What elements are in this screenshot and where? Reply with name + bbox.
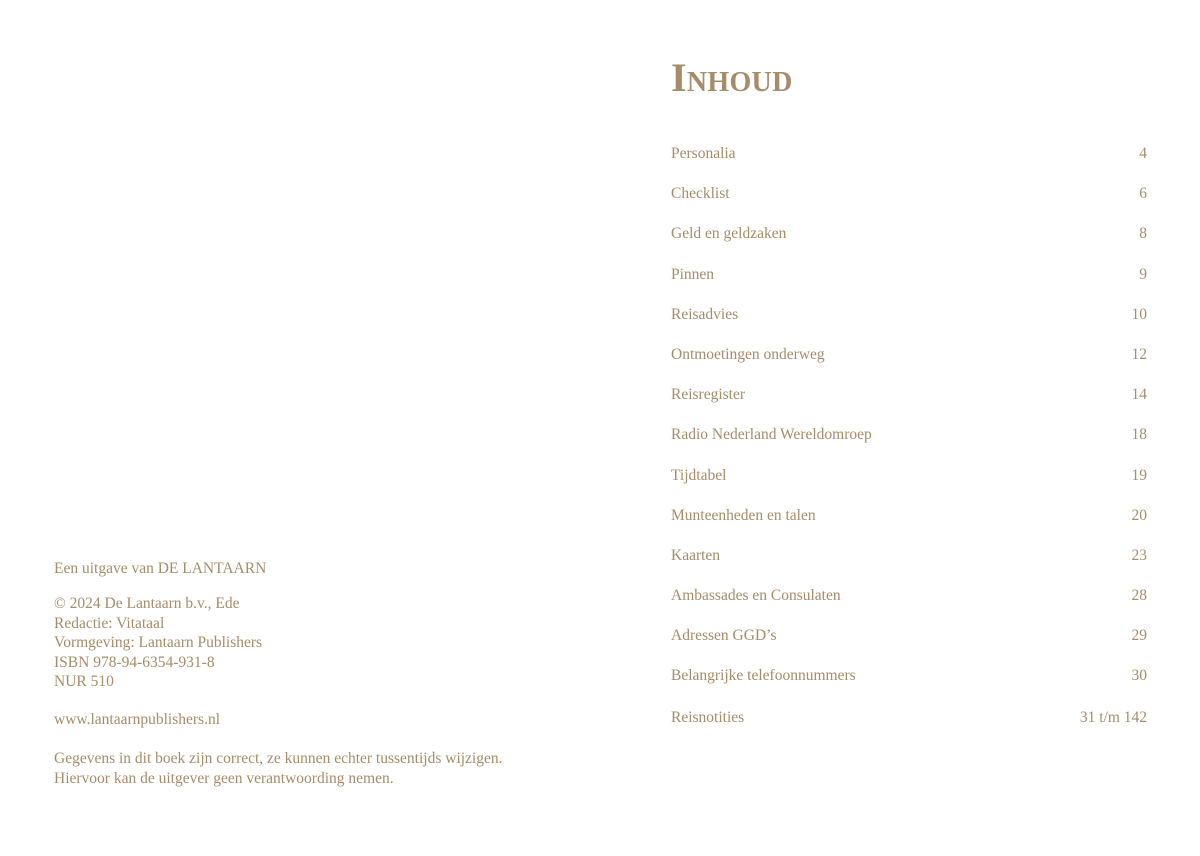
isbn-line: ISBN 978-94-6354-931-8 [54, 653, 215, 671]
toc-item-label: Reisnotities [671, 709, 745, 727]
disclaimer-text: Gegevens in dit boek zijn correct, ze kunnen echter tussentijds wijzigen. Hiervoor kan de uitgever geen verantwoording nemen. [54, 749, 503, 788]
toc-item [671, 544, 1147, 584]
toc-item [671, 222, 1147, 262]
toc-item-label: Geld en geldzaken [671, 225, 787, 243]
toc-item-label: Pinnen [671, 265, 715, 283]
publisher-line: Een uitgave van DE LANTAARN [54, 560, 267, 577]
toc-item-page: 12 [1131, 345, 1147, 363]
toc-item-page: 14 [1131, 386, 1147, 404]
toc-item-label: Radio Nederland Wereldomroep [671, 426, 872, 444]
toc-item-label: Checklist [671, 185, 730, 203]
toc-item-label: Ontmoetingen onderweg [671, 345, 825, 363]
copyright-line: © 2024 De Lantaarn b.v., Ede [54, 595, 240, 613]
toc-item-label: Personalia [671, 145, 736, 162]
toc-item-label: Reisadvies [671, 305, 739, 323]
design-line: Vormgeving: Lantaarn Publishers [54, 634, 263, 652]
toc-item [671, 423, 1147, 463]
nur-line: NUR 510 [54, 673, 114, 691]
colophon [54, 559, 524, 790]
toc-item-label: Ambassades en Consulaten [671, 587, 841, 605]
toc-item-page: 9 [1139, 265, 1147, 283]
toc-item-page: 6 [1139, 185, 1147, 203]
toc-item-label: Reisregister [671, 386, 746, 404]
toc-item-page: 23 [1131, 546, 1147, 564]
toc-item-page: 28 [1131, 587, 1147, 605]
toc-item [671, 464, 1147, 504]
toc-item [671, 584, 1147, 624]
toc-item [671, 624, 1147, 664]
toc-item-label: Munteenheden en talen [671, 506, 816, 524]
toc-item-label: Kaarten [671, 546, 721, 564]
website-link[interactable]: www.lantaarnpublishers.nl [54, 711, 221, 729]
copyright-block [54, 594, 524, 691]
toc-item-page: 18 [1131, 426, 1147, 444]
toc-list [671, 142, 1147, 746]
toc-item [671, 706, 1147, 746]
toc-item [671, 383, 1147, 423]
toc-item-page: 20 [1131, 506, 1147, 524]
toc-item [671, 664, 1147, 704]
toc-item-page: 10 [1131, 305, 1147, 323]
toc-item [671, 504, 1147, 544]
toc-item [671, 303, 1147, 343]
toc-item [671, 182, 1147, 222]
toc-item-label: Adressen GGD’s [671, 627, 777, 645]
toc-item-page: 19 [1131, 466, 1147, 484]
toc-item-page: 4 [1139, 145, 1147, 162]
toc-item [671, 263, 1147, 303]
toc-item [671, 343, 1147, 383]
editor-line: Redactie: Vitataal [54, 614, 165, 632]
toc-item-label: Belangrijke telefoonnummers [671, 667, 856, 685]
toc-title: Inhoud [671, 55, 793, 100]
toc-item-page: 30 [1131, 667, 1147, 685]
toc-item [671, 142, 1147, 182]
toc-item-page: 31 t/m 142 [1079, 709, 1147, 727]
toc-item-label: Tijdtabel [671, 466, 727, 484]
toc-item-page: 8 [1139, 225, 1147, 243]
toc-item-page: 29 [1131, 627, 1147, 645]
